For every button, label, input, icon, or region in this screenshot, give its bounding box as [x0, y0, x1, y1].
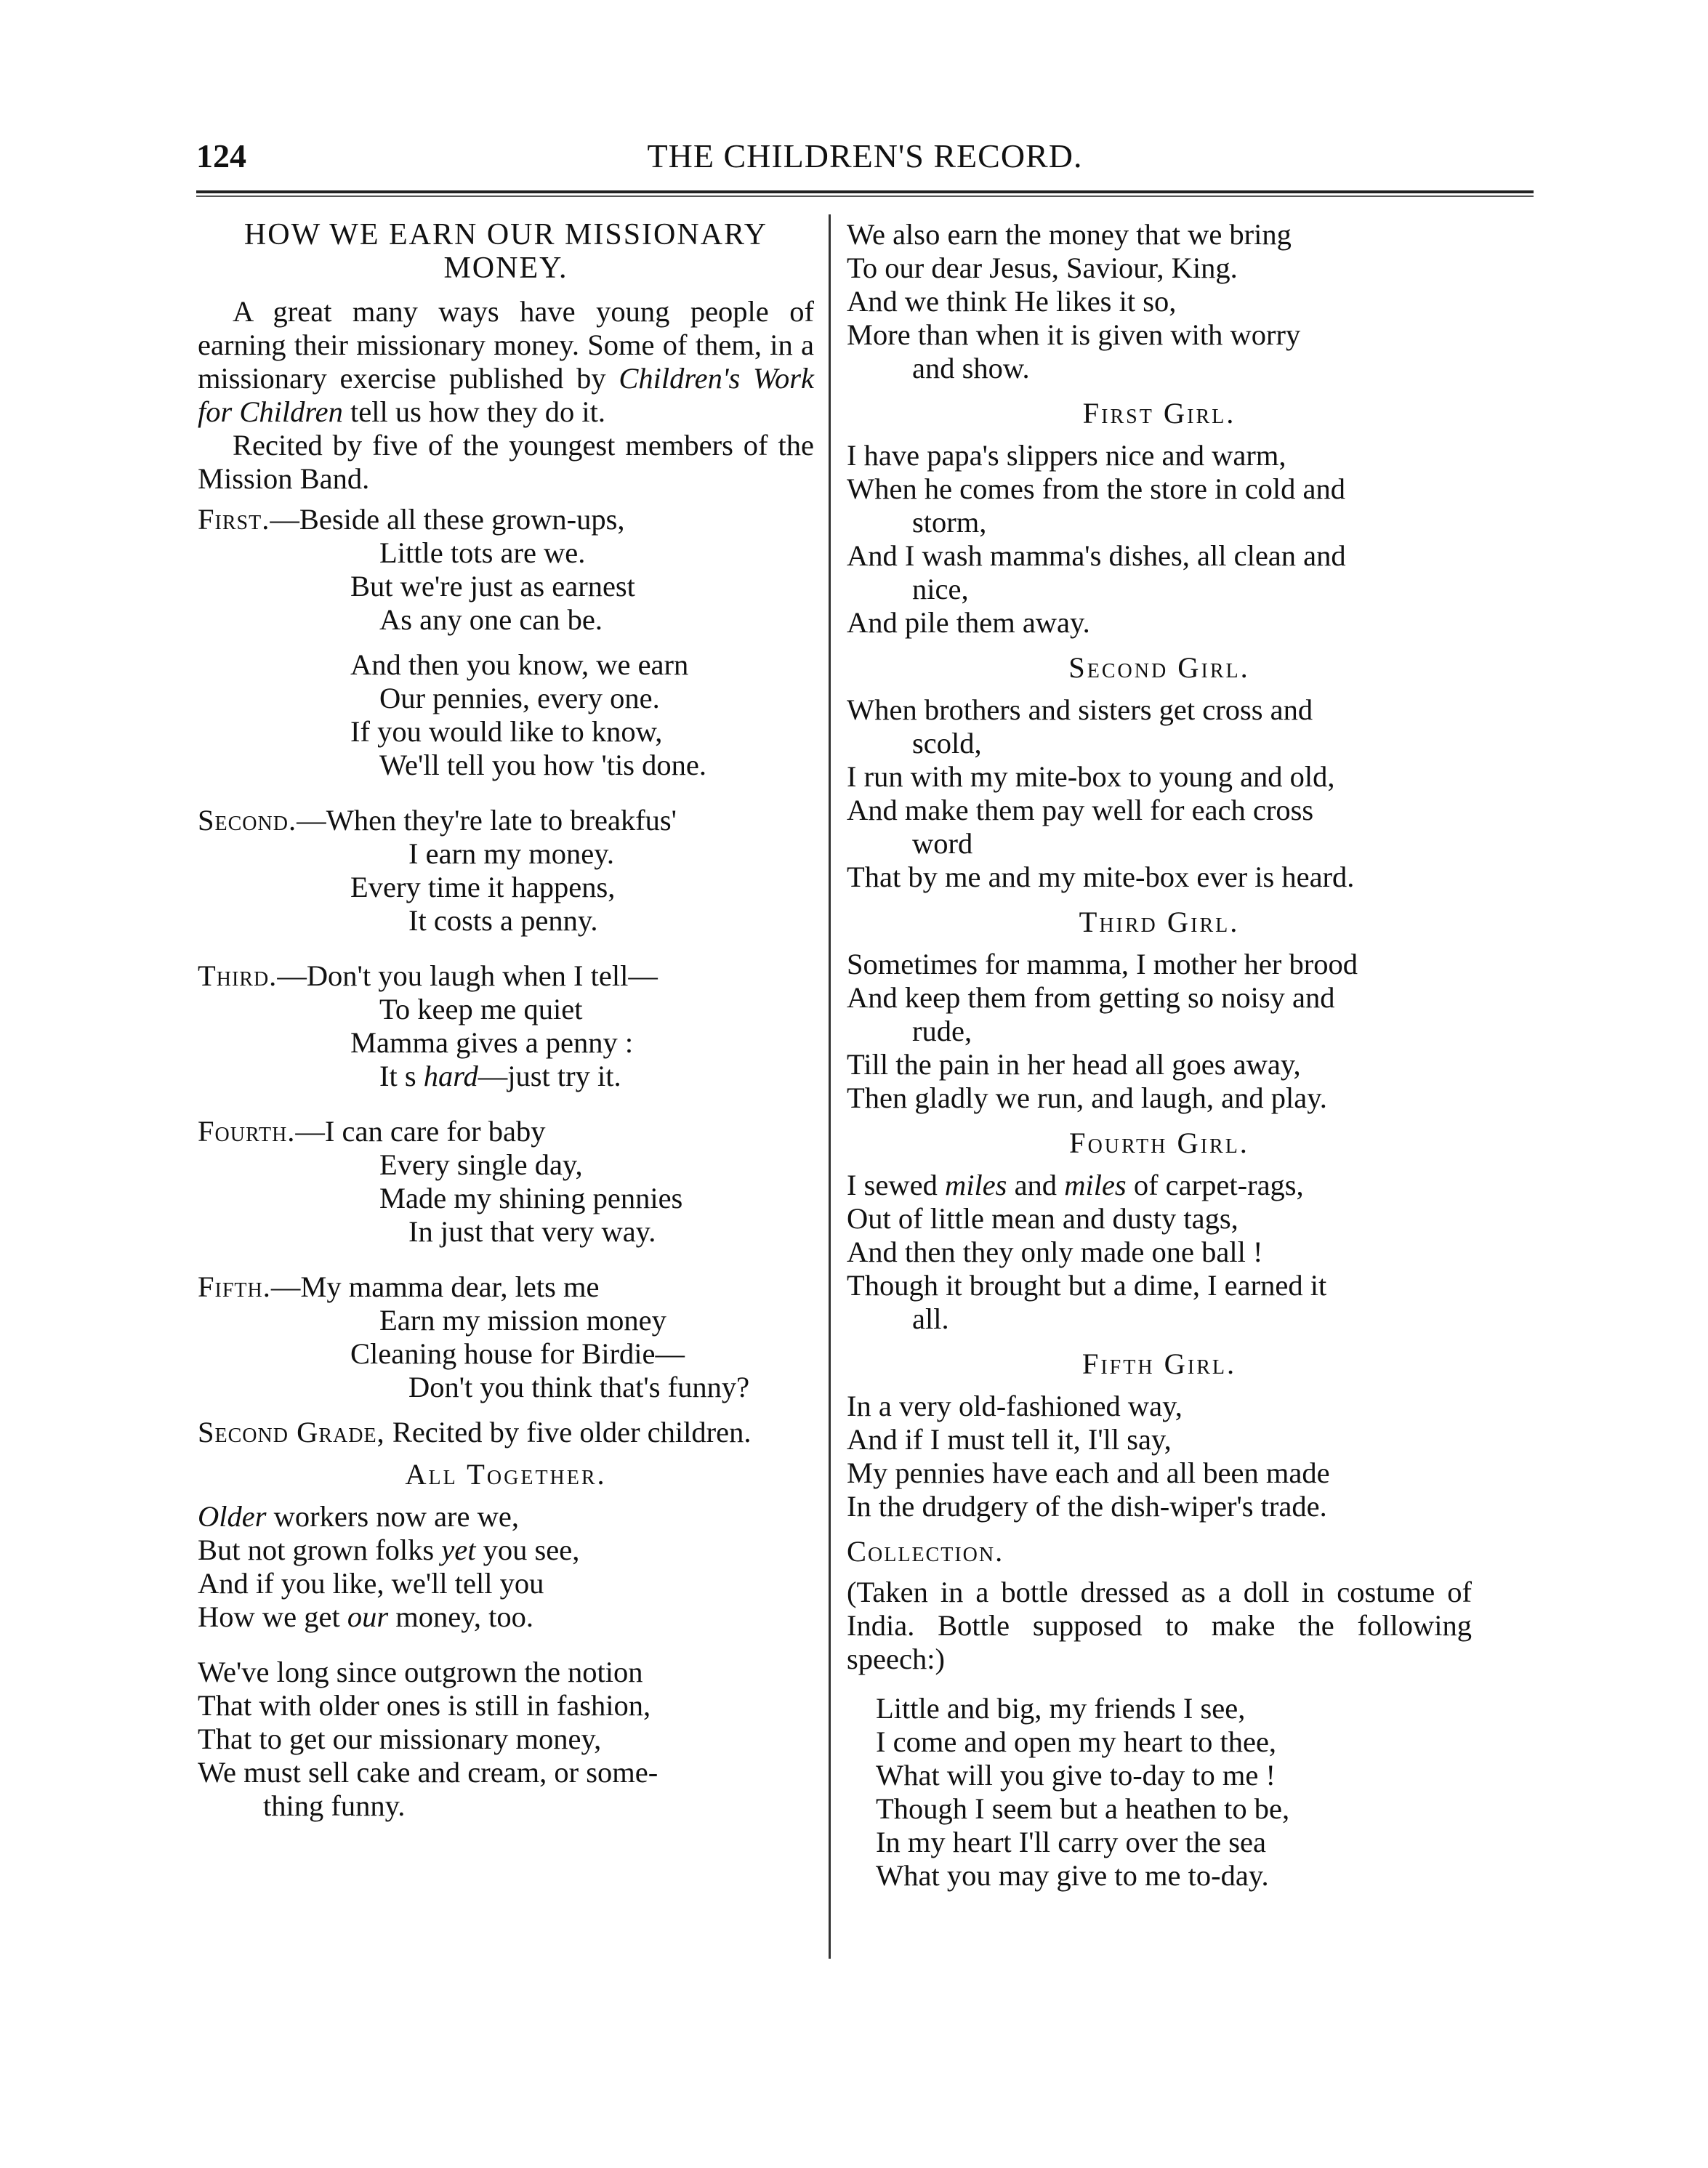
verse-line: That to get our missionary money, — [198, 1722, 602, 1755]
verse-line: My pennies have each and all been made — [847, 1456, 1330, 1489]
verse-line: And pile them away. — [847, 606, 1090, 639]
verse-line — [198, 503, 814, 536]
section-text: Recited by five older children. — [384, 1416, 752, 1448]
verse-line: When he comes from the store in cold and — [847, 472, 1346, 505]
verse-line: To keep me quiet — [379, 993, 583, 1025]
intro-text: tell us how they do it. — [342, 395, 605, 428]
verse-line: In the drudgery of the dish-wiper's trade. — [847, 1490, 1327, 1523]
fifth-speaker-stanza — [198, 1270, 814, 1404]
verse-line: all. — [912, 1302, 949, 1335]
verse-line: Every time it happens, — [350, 871, 616, 903]
verse-line: Sometimes for mamma, I mother her brood — [847, 948, 1358, 980]
verse-line: In my heart I'll carry over the sea — [876, 1826, 1266, 1858]
verse-line — [198, 1115, 814, 1148]
collection-note: (Taken in a bottle dressed as a doll in costume of India. Bottle supposed to make the following speech:) — [847, 1576, 1472, 1675]
emphasis-word: Older — [198, 1500, 267, 1533]
all-together-stanza — [198, 1500, 814, 1634]
all-together-stanza-2 — [198, 1656, 814, 1823]
verse-line: Made my shining pennies — [379, 1182, 683, 1214]
fourth-girl-heading: Fourth Girl. — [1069, 1127, 1249, 1159]
fifth-girl-stanza — [847, 1390, 1472, 1523]
third-girl-heading: Third Girl. — [1079, 906, 1240, 938]
intro-stanza — [847, 218, 1472, 385]
verse-line: and show. — [912, 352, 1030, 384]
verse-text: —I can care for baby — [295, 1115, 546, 1148]
verse-line: What you may give to me to-day. — [876, 1859, 1269, 1892]
verse-line: And if you like, we'll tell you — [198, 1567, 544, 1600]
verse-line: We'll tell you how 'tis done. — [379, 749, 707, 781]
section-label: Second Grade, — [198, 1416, 385, 1448]
verse-text: I sewed — [847, 1169, 945, 1201]
second-speaker-stanza — [198, 804, 814, 938]
verse-line: Cleaning house for Birdie— — [350, 1337, 685, 1370]
verse-line: nice, — [912, 573, 969, 605]
verse-line: Don't you think that's funny? — [408, 1371, 750, 1403]
fourth-girl-stanza — [847, 1169, 1472, 1336]
verse-text: workers now are we, — [266, 1500, 519, 1533]
third-speaker-stanza — [198, 959, 814, 1093]
page-header — [196, 131, 1534, 189]
speaker-label: Second. — [198, 804, 297, 837]
verse-text: and — [1007, 1169, 1065, 1201]
speaker-label: Fifth. — [198, 1270, 271, 1303]
verse-line — [198, 804, 814, 837]
first-girl-heading: First Girl. — [1082, 397, 1236, 430]
verse-line: If you would like to know, — [350, 715, 663, 748]
emphasis-word: yet — [441, 1534, 476, 1566]
fourth-speaker-stanza — [198, 1115, 814, 1249]
verse-line: And if I must tell it, I'll say, — [847, 1423, 1172, 1456]
verse-line — [198, 1060, 814, 1093]
article-title-line: MONEY. — [443, 251, 568, 285]
second-girl-stanza — [847, 693, 1472, 894]
verse-line: word — [912, 827, 973, 860]
verse-text: But not grown folks — [198, 1534, 442, 1566]
all-together-heading: All Together. — [405, 1458, 607, 1491]
intro-paragraph — [198, 295, 814, 429]
verse-line: And make them pay well for each cross — [847, 794, 1314, 826]
verse-line — [198, 1270, 814, 1304]
recited-note: Recited by five of the youngest members of the Mission Band. — [198, 429, 814, 495]
collection-heading: Collection. — [847, 1535, 1004, 1568]
verse-line: But we're just as earnest — [350, 570, 635, 603]
verse-line: And keep them from getting so noisy and — [847, 981, 1335, 1014]
emphasis-word: our — [347, 1600, 389, 1633]
verse-line: What will you give to-day to me ! — [876, 1759, 1276, 1792]
verse-line: rude, — [912, 1015, 972, 1047]
verse-line: Little and big, my friends I see, — [876, 1692, 1246, 1725]
header-rule — [196, 190, 1534, 197]
verse-text: of carpet-rags, — [1126, 1169, 1304, 1201]
verse-line: Our pennies, every one. — [379, 682, 660, 714]
verse-line: That by me and my mite-box ever is heard. — [847, 861, 1355, 893]
third-girl-stanza — [847, 948, 1472, 1115]
emphasis-word: miles — [1064, 1169, 1127, 1201]
intro-text: A great many ways have young people of earning their missionary money. Some of them, in a missionary exercise published by — [198, 295, 814, 395]
verse-text: —just try it. — [478, 1060, 621, 1092]
verse-line — [198, 1500, 814, 1534]
verse-line: To our dear Jesus, Saviour, King. — [847, 251, 1238, 284]
verse-line: And I wash mamma's dishes, all clean and — [847, 539, 1346, 572]
verse-line: I have papa's slippers nice and warm, — [847, 439, 1286, 472]
verse-line: Mamma gives a penny : — [350, 1026, 634, 1059]
verse-line: And then they only made one ball ! — [847, 1236, 1263, 1268]
verse-line: And we think He likes it so, — [847, 285, 1177, 318]
column-divider — [829, 214, 831, 1959]
verse-line: That with older ones is still in fashion, — [198, 1689, 651, 1722]
right-column — [847, 218, 1472, 1914]
verse-text: you see, — [475, 1534, 580, 1566]
verse-line: In just that very way. — [408, 1215, 656, 1248]
verse-line: I run with my mite-box to young and old, — [847, 760, 1335, 793]
verse-text: —Don't you laugh when I tell— — [277, 959, 658, 992]
source-title: Children's Work for Children — [198, 362, 814, 428]
verse-line — [198, 1534, 814, 1567]
fifth-girl-heading: Fifth Girl. — [1081, 1347, 1237, 1380]
verse-line: In a very old-fashioned way, — [847, 1390, 1183, 1422]
verse-line: When brothers and sisters get cross and — [847, 693, 1313, 726]
verse-text: How we get — [198, 1600, 347, 1633]
verse-text: —When they're late to breakfus' — [297, 804, 677, 837]
page-number: 124 — [196, 137, 246, 174]
verse-line: storm, — [912, 506, 987, 539]
collection-stanza — [847, 1692, 1472, 1893]
emphasis-word: miles — [944, 1169, 1007, 1201]
verse-line: And then you know, we earn — [350, 648, 689, 681]
speaker-label: Third. — [198, 959, 278, 992]
first-girl-stanza — [847, 439, 1472, 640]
article-title — [198, 218, 814, 285]
verse-line — [198, 959, 814, 993]
verse-line: scold, — [912, 727, 982, 759]
verse-line: We also earn the money that we bring — [847, 218, 1292, 251]
verse-line: Though I seem but a heathen to be, — [876, 1792, 1290, 1825]
article-title-line: HOW WE EARN OUR MISSIONARY — [243, 218, 768, 251]
verse-line: As any one can be. — [379, 603, 603, 636]
verse-line: Then gladly we run, and laugh, and play. — [847, 1081, 1327, 1114]
verse-line: Every single day, — [379, 1148, 583, 1181]
verse-line: Though it brought but a dime, I earned it — [847, 1269, 1327, 1302]
verse-line: We must sell cake and cream, or some- — [198, 1756, 658, 1789]
verse-text: —My mamma dear, lets me — [270, 1270, 600, 1303]
verse-line: Earn my mission money — [379, 1304, 666, 1337]
verse-line: I come and open my heart to thee, — [876, 1725, 1277, 1758]
verse-line: Little tots are we. — [379, 536, 586, 569]
verse-line: I earn my money. — [408, 837, 615, 870]
verse-line: Till the pain in her head all goes away, — [847, 1048, 1301, 1081]
first-speaker-stanza-2 — [198, 648, 814, 782]
verse-line: Out of little mean and dusty tags, — [847, 1202, 1238, 1235]
second-girl-heading: Second Girl. — [1068, 651, 1250, 684]
verse-text: money, too. — [388, 1600, 533, 1633]
verse-line — [847, 1169, 1472, 1202]
verse-line — [198, 1600, 814, 1634]
verse-line: More than when it is given with worry — [847, 318, 1301, 351]
speaker-label: Fourth. — [198, 1115, 296, 1148]
verse-line: It costs a penny. — [408, 904, 598, 937]
verse-line: thing funny. — [263, 1789, 406, 1822]
second-grade-note — [198, 1416, 814, 1449]
left-column — [198, 218, 814, 1845]
verse-line: We've long since outgrown the notion — [198, 1656, 643, 1688]
verse-text: It s — [379, 1060, 424, 1092]
running-title: THE CHILDREN'S RECORD. — [647, 137, 1083, 174]
verse-text: —Beside all these grown-ups, — [270, 503, 625, 536]
emphasis-word: hard — [423, 1060, 478, 1092]
speaker-label: First. — [198, 503, 270, 536]
first-speaker-stanza — [198, 503, 814, 637]
